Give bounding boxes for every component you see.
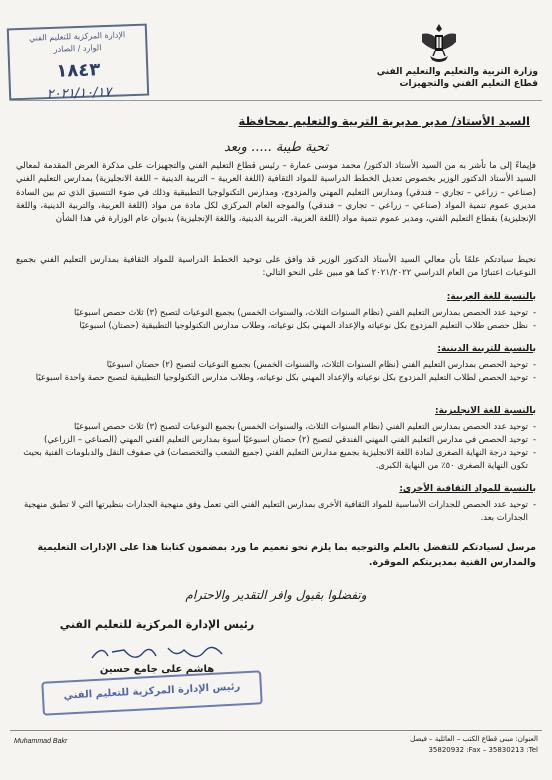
recipient-line: السيد الأستاذ/ مدير مديرية التربية والتعليم بمحافظة xyxy=(238,114,530,128)
signatory-name: هاشم على جامع حسين xyxy=(99,664,215,675)
regards-line: وتفضلوا بقبول وافر التقدير والاحترام xyxy=(185,588,367,602)
stamp-line1: الإدارة المركزية للتعليم الفني xyxy=(28,30,126,43)
greeting: تحية طيبة ..... وبعد xyxy=(223,140,329,155)
section-list-arabic xyxy=(16,306,536,332)
ministry-header xyxy=(368,66,538,90)
footer-phones: 35820932 :Fax – 35830213 :Tel xyxy=(428,745,538,754)
section-heading-religion: بالنسبة للتربية الدينية: xyxy=(437,344,536,354)
section-heading-english: بالنسبة للغة الانجليزية: xyxy=(435,406,536,416)
closing-paragraph: مرسل لسيادتكم للتفضل بالعلم والتوجيه بما يلزم نحو تعميم ما ورد بمضمون كتابنا هذا على الإدارات التعليمية والمدارس الفنية بمديريتكم الموقرة. xyxy=(37,542,536,569)
section-heading-arabic: بالنسبة للغة العربية: xyxy=(446,292,536,302)
eagle-emblem-icon xyxy=(418,20,460,68)
list-item: - توحيد عدد الحصص للجدارات الأساسية للمواد الثقافية الأخرى بمدارس التعليم الفني التي تعمل وفق منهجية الجدارات بنظيرتها التي لا تطبق منهجية الجدارات بعد. xyxy=(16,498,536,524)
list-item: - نظل حصص طلاب التعليم المزدوج بكل نوعياته والإعداد المهني بكل نوعياته، وطلاب مدارس التكنولوجيا التطبيقية (حصتان) اسبوعيًا xyxy=(16,319,536,332)
list-item: - توحيد عدد الحصص بمدارس التعليم الفني (نظام السنوات الثلاث، والسنوات الخمس) بجميع النوعيات لتصبح (٣) ثلاث حصص اسبوعيًا xyxy=(16,306,536,319)
section-list-english xyxy=(16,420,536,472)
sector-name: قطاع التعليم الفني والتجهيزات xyxy=(399,79,538,90)
typist-name: Muhammad Bakr xyxy=(14,738,68,745)
incoming-stamp xyxy=(7,24,149,101)
list-item: - توحيد الحصص بمدارس التعليم الفني (نظام السنوات الثلاث، والسنوات الخمس) بجميع النوعيات لتصبح (٢) حصتان اسبوعيًا xyxy=(16,358,536,371)
list-item: - توحيد عدد الحصص بمدارس التعليم الفني (نظام السنوات الثلاث، والسنوات الخمس) بجميع النوعيات لتصبح (٣) ثلاث حصص اسبوعيًا xyxy=(16,420,536,433)
footer-contact xyxy=(298,734,538,755)
footer-divider xyxy=(10,730,542,731)
handwritten-signature xyxy=(72,636,242,666)
header-divider xyxy=(10,100,542,101)
stamp-date: ٢٠٢١/١٠/١٧ xyxy=(46,84,112,103)
list-item: - توحيد درجة النهاية الصغرى لمادة اللغة الانجليزية بجميع مدارس التعليم الفني (جميع الشعب والتخصصات) في صفوف النقل والدبلومات الفنية بحيث تكون النهاية الصغرى ٥٠٪ من النهاية الكبرى. xyxy=(16,446,536,472)
signatory-title: رئيس الإدارة المركزية للتعليم الفني xyxy=(59,618,255,631)
stamp-line2: الوارد / الصادر xyxy=(53,43,102,54)
list-item: - توحيد الحصص في مدارس التعليم الفني المهني الفندقي لتصبح (٢) حصتان اسبوعيًا أسوة بمدارس التعليم الفني المهني (الصناعي – الزراعي) xyxy=(16,433,536,446)
list-item: - توحيد الحصص لطلاب التعليم المزدوج بكل نوعياته والإعداد المهني بكل نوعياته، وطلاب مدارس التكنولوجيا التطبيقية لتصبح حصة واحدة اسبوعيًا xyxy=(16,371,536,384)
official-stamp: رئيس الإدارة المركزية للتعليم الفني xyxy=(41,670,262,715)
section-list-religion xyxy=(16,358,536,384)
stamp-number: ١٨٤٣ xyxy=(55,59,101,82)
section-list-other xyxy=(16,498,536,524)
section-heading-other: بالنسبة للمواد الثقافية الأخرى: xyxy=(399,484,536,494)
ministry-name: وزارة التربية والتعليم والتعليم الفني xyxy=(376,67,538,77)
footer-address: العنوان: مبنى قطاع الكتب – العائلية – فيصل xyxy=(410,735,538,743)
intro-paragraph: فإيماءً إلى ما تأشر به من السيد الأستاذ الدكتور/ محمد موسى عمارة – رئيس قطاع التعليم الفني والتجهيزات على مذكرة العرض المقدمة لمعالي السيد الأستاذ الدكتور الوزير بخصوص تعديل الخطط الدراسية للمواد الثقافية (اللغة العربية – التربية الدينية – اللغة الانجليزية) بمدارس التعليم الفني (صناعي – زراعي – تجاري – فندقي) ومدارس التعليم المهني والمزدوج، ومدارس التكنولوجيا التطبيقية وذلك في ضوء التنسيق الذي تم بين السادة مديري عموم تنمية المواد (صناعي – زراعي – تجاري – فندقي) والموجه العام المركزي لكل مادة من مواد (اللغة العربية، والتربية الدينية، واللغة الإنجليزية) بقطاع التعليم الفني، ومدير عموم تنمية مواد (اللغة العربية، التربية الدينية، واللغة الإنجليزية) بديوان عام الوزارة في هذا الشأن xyxy=(16,161,536,225)
decision-paragraph: نحيط سيادتكم علمًا بأن معالي السيد الأستاذ الدكتور الوزير قد وافق على توحيد الخطط الدراسية للمواد الثقافية بمدارس التعليم الفني بجميع النوعيات اعتبارًا من العام الدراسي ٢٠٢١/٢٠٢٢ كما هو مبين على النحو التالي: xyxy=(16,255,536,279)
